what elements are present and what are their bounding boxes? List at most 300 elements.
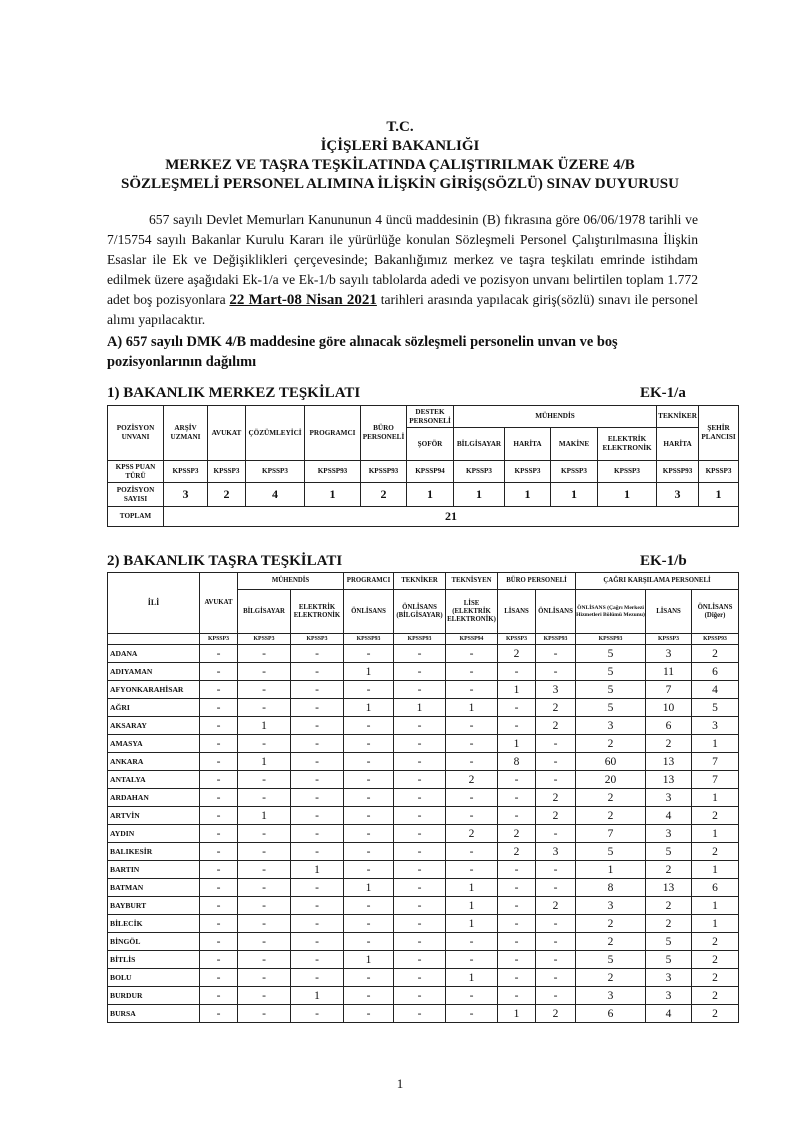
merkez-kpss-cell: KPSSP3 xyxy=(164,461,208,483)
table-cell: 5 xyxy=(692,699,739,717)
intro-text: 657 sayılı Devlet Memurları Kanununun 4 üncü maddesinin (B) fıkrasına göre 06/06/1978 tarihli ve 7/15754 sayılı Bakanlar Kurulu Kararı ile yürürlüğe konulan Sözleşmeli Personel Çalıştırılmasına İlişkin Esaslar ile Ek ve Değişiklikleri çerçevesinde; Bakanlığımız merkez ve taşra teşkilatı emrinde istihdam edilmek üzere aşağıdaki Ek-1/a ve Ek-1/b sayılı tablolarda adedi ve pozisyon unvanı belirtilen toplam 1.772 adet boş pozisyonlara xyxy=(107,212,698,307)
table-cell: - xyxy=(394,807,446,825)
merkez-table xyxy=(107,405,739,527)
table-cell: 6 xyxy=(576,1005,646,1023)
table-cell: 5 xyxy=(576,843,646,861)
table-cell: - xyxy=(446,843,498,861)
il-name: BİLECİK xyxy=(108,915,200,933)
table-cell: 2 xyxy=(536,789,576,807)
table-cell: - xyxy=(446,663,498,681)
table-cell: 1 xyxy=(446,969,498,987)
table-cell: - xyxy=(394,969,446,987)
table-cell: - xyxy=(394,645,446,663)
table-cell: - xyxy=(536,645,576,663)
table-cell: 60 xyxy=(576,753,646,771)
table-cell: - xyxy=(291,843,344,861)
tasra-kpss-cell: KPSSP3 xyxy=(200,634,238,645)
table-cell: - xyxy=(291,969,344,987)
table-cell: 2 xyxy=(536,1005,576,1023)
table-cell: - xyxy=(344,969,394,987)
table-row xyxy=(108,951,739,969)
table-cell: 4 xyxy=(646,807,692,825)
il-name: BURSA xyxy=(108,1005,200,1023)
table-cell: - xyxy=(536,969,576,987)
table-row xyxy=(108,861,739,879)
h-onlisans-buro: ÖNLİSANS xyxy=(536,590,576,634)
intro-date: 22 Mart-08 Nisan 2021 xyxy=(229,292,377,308)
h-elektrik: ELEKTRİK ELEKTRONİK xyxy=(598,428,657,461)
il-name: BİTLİS xyxy=(108,951,200,969)
merkez-kpss-cell: KPSSP3 xyxy=(598,461,657,483)
table-cell: 11 xyxy=(646,663,692,681)
table-cell: 1 xyxy=(692,735,739,753)
table-cell: - xyxy=(498,771,536,789)
table-cell: - xyxy=(344,735,394,753)
table-cell: - xyxy=(291,681,344,699)
table-row xyxy=(108,735,739,753)
table-cell: - xyxy=(498,663,536,681)
table-cell: 2 xyxy=(692,807,739,825)
table-cell: 5 xyxy=(646,951,692,969)
table-cell: 3 xyxy=(576,717,646,735)
table-cell: - xyxy=(291,879,344,897)
kpss-row-blank xyxy=(108,634,200,645)
table-cell: 2 xyxy=(576,915,646,933)
table-cell: 3 xyxy=(692,717,739,735)
table-cell: 1 xyxy=(291,987,344,1005)
il-name: BALIKESİR xyxy=(108,843,200,861)
h-sofor: ŞOFÖR xyxy=(407,428,454,461)
il-name: AYDIN xyxy=(108,825,200,843)
table-cell: - xyxy=(446,753,498,771)
table-cell: 4 xyxy=(692,681,739,699)
table-cell: 3 xyxy=(536,843,576,861)
table-cell: 1 xyxy=(692,861,739,879)
table-cell: - xyxy=(291,789,344,807)
merkez-kpss-cell: KPSSP93 xyxy=(305,461,361,483)
table-cell: - xyxy=(446,735,498,753)
table-cell: - xyxy=(200,681,238,699)
doc-header-line4: SÖZLEŞMELİ PERSONEL ALIMINA İLİŞKİN GİRİŞ(SÖZLÜ) SINAV DUYURUSU xyxy=(121,176,679,192)
table-cell: 13 xyxy=(646,771,692,789)
h-onlisans-cagri: ÖNLİSANS (Çağrı Merkezi Hizmetleri Bölümü Mezunu) xyxy=(576,590,646,634)
table-cell: - xyxy=(291,753,344,771)
tasra-kpss-cell: KPSSP93 xyxy=(394,634,446,645)
merkez-ek-label: EK-1/a xyxy=(640,385,686,401)
table-row xyxy=(108,717,739,735)
table-cell: 5 xyxy=(646,933,692,951)
table-row xyxy=(108,789,739,807)
table-cell: - xyxy=(394,681,446,699)
table-cell: 2 xyxy=(576,789,646,807)
table-cell: 6 xyxy=(692,879,739,897)
table-cell: - xyxy=(291,717,344,735)
table-cell: - xyxy=(394,933,446,951)
table-cell: 1 xyxy=(498,681,536,699)
table-cell: 2 xyxy=(498,825,536,843)
table-cell: 2 xyxy=(536,807,576,825)
table-cell: - xyxy=(238,843,291,861)
table-cell: - xyxy=(394,861,446,879)
table-cell: - xyxy=(498,969,536,987)
table-cell: 2 xyxy=(576,969,646,987)
table-cell: - xyxy=(238,933,291,951)
table-cell: - xyxy=(498,717,536,735)
table-cell: 1 xyxy=(692,825,739,843)
table-row xyxy=(108,771,739,789)
table-cell: 5 xyxy=(646,843,692,861)
tasra-kpss-cell: KPSSP93 xyxy=(536,634,576,645)
table-cell: - xyxy=(536,753,576,771)
table-cell: 2 xyxy=(646,915,692,933)
intro-text-end: tarihleri arasında yapılacak giriş(sözlü) sınavı ile personel alımı yapılacaktır. xyxy=(107,292,698,327)
table-cell: 2 xyxy=(536,699,576,717)
table-cell: - xyxy=(291,645,344,663)
h-cagri: ÇAĞRI KARŞILAMA PERSONELİ xyxy=(576,573,739,590)
h-cozumleyici: ÇÖZÜMLEYİCİ xyxy=(246,406,305,461)
table-cell: 13 xyxy=(646,879,692,897)
il-name: ADANA xyxy=(108,645,200,663)
h-arsiv: ARŞİV UZMANI xyxy=(164,406,208,461)
merkez-sayi-cell: 1 xyxy=(551,483,598,507)
merkez-title: 1) BAKANLIK MERKEZ TEŞKİLATI xyxy=(107,385,361,401)
table-cell: 5 xyxy=(576,951,646,969)
table-cell: 1 xyxy=(692,789,739,807)
table-cell: - xyxy=(200,717,238,735)
merkez-sayi-cell: 1 xyxy=(598,483,657,507)
table-cell: - xyxy=(344,987,394,1005)
table-row xyxy=(108,843,739,861)
row-kpss-label: KPSS PUAN TÜRÜ xyxy=(108,461,164,483)
table-cell: 2 xyxy=(646,735,692,753)
merkez-kpss-cell: KPSSP3 xyxy=(208,461,246,483)
table-cell: - xyxy=(291,807,344,825)
table-cell: 1 xyxy=(238,717,291,735)
table-cell: - xyxy=(498,861,536,879)
h-onlisans-bilgisayar: ÖNLİSANS (BİLGİSAYAR) xyxy=(394,590,446,634)
table-cell: 1 xyxy=(498,1005,536,1023)
il-name: AĞRI xyxy=(108,699,200,717)
table-cell: 2 xyxy=(692,933,739,951)
il-name: BOLU xyxy=(108,969,200,987)
table-cell: - xyxy=(344,915,394,933)
table-row xyxy=(108,897,739,915)
table-cell: - xyxy=(394,915,446,933)
table-cell: 1 xyxy=(291,861,344,879)
table-cell: 10 xyxy=(646,699,692,717)
table-cell: - xyxy=(394,735,446,753)
h-muhendis: MÜHENDİS xyxy=(454,406,657,428)
table-cell: - xyxy=(446,987,498,1005)
table-cell: 1 xyxy=(446,879,498,897)
table-cell: 8 xyxy=(576,879,646,897)
table-cell: - xyxy=(536,915,576,933)
table-cell: 1 xyxy=(576,861,646,879)
table-cell: - xyxy=(394,987,446,1005)
table-cell: - xyxy=(200,987,238,1005)
il-name: BATMAN xyxy=(108,879,200,897)
table-row xyxy=(108,699,739,717)
table-cell: 20 xyxy=(576,771,646,789)
merkez-sayi-cell: 1 xyxy=(407,483,454,507)
table-cell: - xyxy=(394,789,446,807)
table-cell: - xyxy=(536,879,576,897)
table-cell: 1 xyxy=(394,699,446,717)
table-cell: - xyxy=(498,699,536,717)
table-cell: 1 xyxy=(446,699,498,717)
table-row xyxy=(108,987,739,1005)
il-name: ARTVİN xyxy=(108,807,200,825)
il-name: AMASYA xyxy=(108,735,200,753)
table-cell: - xyxy=(238,825,291,843)
table-cell: - xyxy=(344,807,394,825)
table-cell: 7 xyxy=(576,825,646,843)
table-cell: 3 xyxy=(646,987,692,1005)
table-cell: 1 xyxy=(344,951,394,969)
il-name: BARTIN xyxy=(108,861,200,879)
h-harita-tekniker: HARİTA xyxy=(657,428,699,461)
merkez-sayi-cell: 1 xyxy=(454,483,505,507)
table-cell: - xyxy=(344,933,394,951)
table-cell: 6 xyxy=(646,717,692,735)
table-cell: - xyxy=(200,933,238,951)
tasra-ek-label: EK-1/b xyxy=(640,553,687,569)
table-cell: - xyxy=(238,771,291,789)
h-lisans-buro: LİSANS xyxy=(498,590,536,634)
table-cell: - xyxy=(498,789,536,807)
h-tekniker: TEKNİKER xyxy=(394,573,446,590)
table-cell: - xyxy=(200,807,238,825)
table-row xyxy=(108,807,739,825)
table-cell: - xyxy=(446,681,498,699)
table-cell: - xyxy=(238,735,291,753)
merkez-kpss-cell: KPSSP3 xyxy=(505,461,551,483)
table-cell: 2 xyxy=(692,645,739,663)
table-cell: 5 xyxy=(576,663,646,681)
table-cell: - xyxy=(344,1005,394,1023)
table-cell: 1 xyxy=(446,915,498,933)
il-name: BURDUR xyxy=(108,987,200,1005)
table-cell: - xyxy=(344,861,394,879)
table-cell: 1 xyxy=(498,735,536,753)
tasra-kpss-cell: KPSSP93 xyxy=(344,634,394,645)
tasra-kpss-cell: KPSSP3 xyxy=(646,634,692,645)
merkez-sayi-cell: 3 xyxy=(164,483,208,507)
table-cell: - xyxy=(446,645,498,663)
h-tekniker: TEKNİKER xyxy=(657,406,699,428)
il-name: BAYBURT xyxy=(108,897,200,915)
tasra-kpss-cell: KPSSP94 xyxy=(446,634,498,645)
il-name: BİNGÖL xyxy=(108,933,200,951)
table-cell: 3 xyxy=(646,645,692,663)
page-number: 1 xyxy=(396,1076,404,1091)
table-cell: 1 xyxy=(344,663,394,681)
table-cell: 2 xyxy=(498,645,536,663)
table-cell: - xyxy=(238,969,291,987)
table-cell: 7 xyxy=(692,753,739,771)
intro-paragraph xyxy=(107,210,698,330)
table-row xyxy=(108,879,739,897)
table-cell: - xyxy=(291,951,344,969)
table-cell: - xyxy=(498,933,536,951)
table-cell: - xyxy=(200,771,238,789)
table-cell: 4 xyxy=(646,1005,692,1023)
table-cell: - xyxy=(238,879,291,897)
table-cell: 5 xyxy=(576,645,646,663)
h-lisans-cagri: LİSANS xyxy=(646,590,692,634)
toplam-value: 21 xyxy=(164,507,739,527)
table-cell: - xyxy=(446,951,498,969)
table-cell: - xyxy=(200,897,238,915)
table-row xyxy=(108,753,739,771)
table-cell: - xyxy=(291,1005,344,1023)
table-cell: 2 xyxy=(536,717,576,735)
table-cell: - xyxy=(344,789,394,807)
h-elektrik: ELEKTRİK ELEKTRONİK xyxy=(291,590,344,634)
table-cell: 2 xyxy=(692,1005,739,1023)
table-cell: - xyxy=(200,645,238,663)
table-cell: 2 xyxy=(446,771,498,789)
table-cell: 1 xyxy=(344,879,394,897)
table-cell: - xyxy=(394,879,446,897)
table-cell: - xyxy=(200,753,238,771)
table-cell: - xyxy=(536,987,576,1005)
table-cell: 2 xyxy=(498,843,536,861)
table-cell: - xyxy=(200,1005,238,1023)
table-row xyxy=(108,645,739,663)
tasra-kpss-cell: KPSSP93 xyxy=(692,634,739,645)
table-cell: 1 xyxy=(692,897,739,915)
table-cell: - xyxy=(291,699,344,717)
table-cell: - xyxy=(200,699,238,717)
table-cell: - xyxy=(498,879,536,897)
table-cell: - xyxy=(291,735,344,753)
h-lise-elektrik: LİSE (ELEKTRİK ELEKTRONİK) xyxy=(446,590,498,634)
table-cell: 8 xyxy=(498,753,536,771)
table-cell: - xyxy=(536,735,576,753)
table-cell: - xyxy=(291,915,344,933)
table-cell: 2 xyxy=(692,987,739,1005)
table-row xyxy=(108,681,739,699)
table-cell: 1 xyxy=(344,699,394,717)
table-cell: - xyxy=(394,717,446,735)
table-cell: 1 xyxy=(446,897,498,915)
il-name: AFYONKARAHİSAR xyxy=(108,681,200,699)
tasra-kpss-cell: KPSSP93 xyxy=(576,634,646,645)
table-cell: - xyxy=(291,825,344,843)
h-buro: BÜRO PERSONELİ xyxy=(361,406,407,461)
table-cell: 3 xyxy=(646,789,692,807)
table-cell: - xyxy=(446,717,498,735)
table-cell: 2 xyxy=(646,897,692,915)
table-cell: - xyxy=(238,951,291,969)
merkez-kpss-cell: KPSSP93 xyxy=(657,461,699,483)
table-cell: 3 xyxy=(576,987,646,1005)
table-cell: - xyxy=(291,771,344,789)
tasra-kpss-cell: KPSSP3 xyxy=(291,634,344,645)
h-destek: DESTEK PERSONELİ xyxy=(407,406,454,428)
table-cell: - xyxy=(394,771,446,789)
table-cell: - xyxy=(498,897,536,915)
table-cell: - xyxy=(238,663,291,681)
table-cell: 2 xyxy=(536,897,576,915)
table-cell: - xyxy=(200,915,238,933)
table-row xyxy=(108,1005,739,1023)
merkez-kpss-cell: KPSSP3 xyxy=(246,461,305,483)
h-onlisans-diger: ÖNLİSANS (Diğer) xyxy=(692,590,739,634)
table-cell: - xyxy=(344,897,394,915)
table-cell: - xyxy=(498,807,536,825)
table-cell: - xyxy=(446,789,498,807)
table-cell: - xyxy=(394,951,446,969)
table-cell: - xyxy=(394,897,446,915)
table-cell: 3 xyxy=(646,969,692,987)
h-bilgisayar: BİLGİSAYAR xyxy=(238,590,291,634)
doc-header-line3: MERKEZ VE TAŞRA TEŞKİLATINDA ÇALIŞTIRILMAK ÜZERE 4/B xyxy=(165,157,635,173)
table-cell: 2 xyxy=(576,807,646,825)
table-cell: - xyxy=(200,969,238,987)
table-cell: - xyxy=(536,861,576,879)
h-buro: BÜRO PERSONELİ xyxy=(498,573,576,590)
table-row xyxy=(108,663,739,681)
tasra-table xyxy=(107,572,739,1023)
table-cell: - xyxy=(446,861,498,879)
h-programci: PROGRAMCI xyxy=(305,406,361,461)
merkez-sayi-cell: 2 xyxy=(208,483,246,507)
table-cell: 5 xyxy=(576,681,646,699)
h-pozisyon: POZİSYON UNVANI xyxy=(108,406,164,461)
table-cell: - xyxy=(200,789,238,807)
row-toplam-label: TOPLAM xyxy=(108,507,164,527)
table-cell: - xyxy=(344,681,394,699)
table-cell: - xyxy=(498,987,536,1005)
table-cell: - xyxy=(536,825,576,843)
table-cell: - xyxy=(498,915,536,933)
merkez-sayi-cell: 1 xyxy=(505,483,551,507)
table-cell: 2 xyxy=(576,735,646,753)
h-teknisyen: TEKNİSYEN xyxy=(446,573,498,590)
table-row xyxy=(108,915,739,933)
table-cell: 1 xyxy=(238,807,291,825)
table-cell: - xyxy=(394,753,446,771)
table-cell: 2 xyxy=(646,861,692,879)
table-cell: - xyxy=(536,771,576,789)
table-cell: 2 xyxy=(576,933,646,951)
h-muhendis: MÜHENDİS xyxy=(238,573,344,590)
h-sehir-plancisi: ŞEHİR PLANCISI xyxy=(699,406,739,461)
table-cell: - xyxy=(344,771,394,789)
table-cell: - xyxy=(394,843,446,861)
tasra-kpss-cell: KPSSP3 xyxy=(498,634,536,645)
merkez-sayi-cell: 1 xyxy=(699,483,739,507)
table-cell: - xyxy=(238,699,291,717)
row-sayi-label: POZİSYON SAYISI xyxy=(108,483,164,507)
h-avukat: AVUKAT xyxy=(208,406,246,461)
tasra-kpss-cell: KPSSP3 xyxy=(238,634,291,645)
table-cell: - xyxy=(291,897,344,915)
h-ili: İLİ xyxy=(108,573,200,634)
merkez-kpss-cell: KPSSP94 xyxy=(407,461,454,483)
table-cell: - xyxy=(446,807,498,825)
il-name: ADIYAMAN xyxy=(108,663,200,681)
doc-header-ministry: İÇİŞLERİ BAKANLIĞI xyxy=(320,138,480,154)
table-cell: 3 xyxy=(576,897,646,915)
table-cell: - xyxy=(344,843,394,861)
table-cell: - xyxy=(446,933,498,951)
table-cell: 7 xyxy=(646,681,692,699)
h-makine: MAKİNE xyxy=(551,428,598,461)
table-cell: 3 xyxy=(646,825,692,843)
